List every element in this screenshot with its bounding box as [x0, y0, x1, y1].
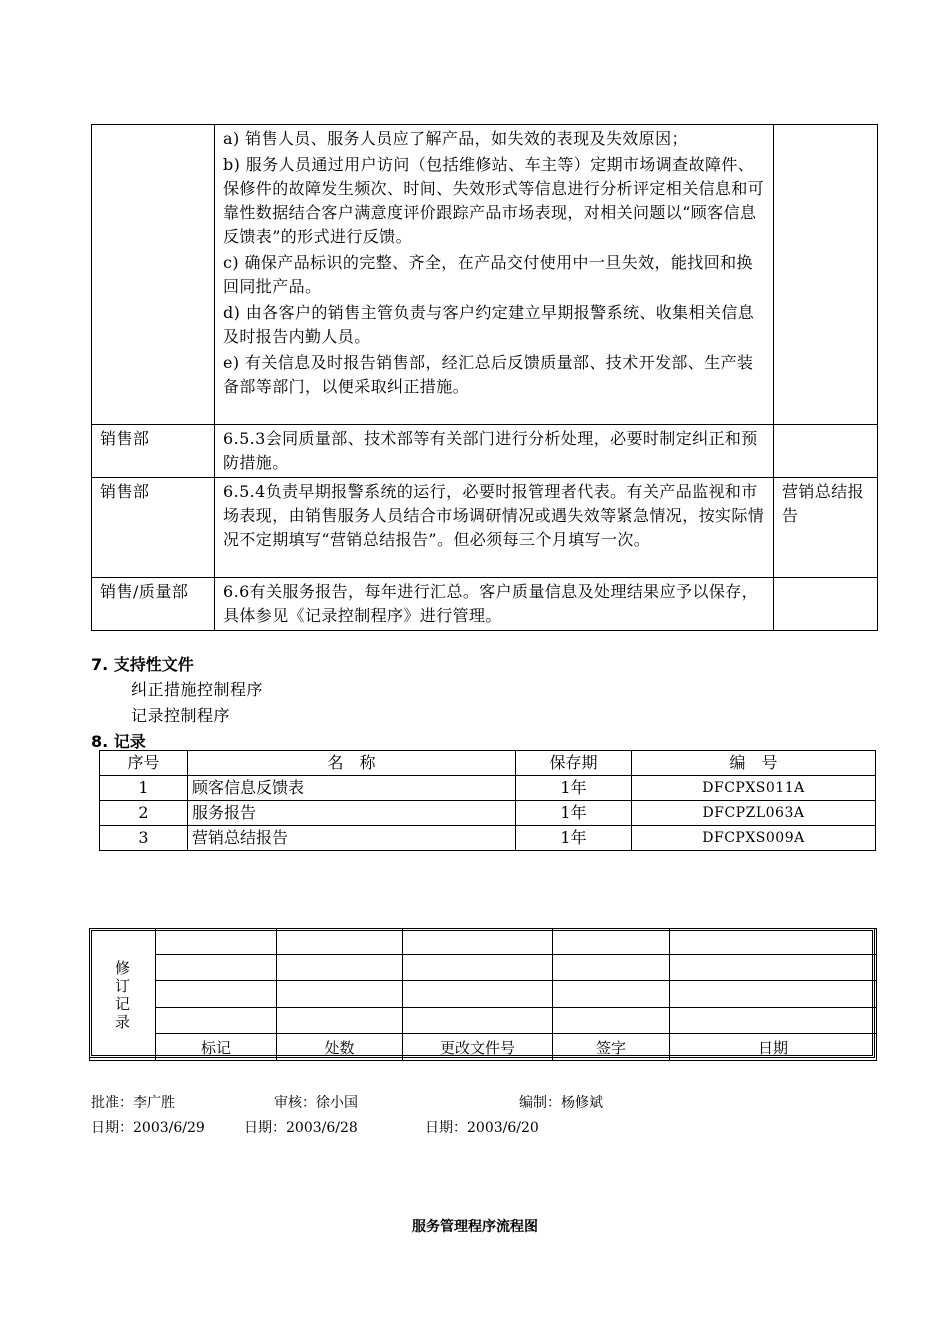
record-cell: 营销总结报告: [774, 478, 878, 578]
cell-index: 1: [100, 776, 188, 801]
record-cell: [774, 578, 878, 631]
revision-col-mark: 标记: [156, 1034, 277, 1061]
cell-code: DFCPXS011A: [632, 776, 876, 801]
dept-cell: [92, 125, 215, 425]
table-row: [100, 801, 876, 826]
review-date: 日期：2003/6/28: [244, 1120, 358, 1136]
content-cell: 6.6有关服务报告，每年进行汇总。客户质量信息及处理结果应予以保存，具体参见《记录控制程序》进行管理。: [215, 578, 774, 631]
records-table: [99, 750, 876, 851]
table-row: [92, 425, 878, 478]
content-cell: 6.5.3会同质量部、技术部等有关部门进行分析处理，必要时制定纠正和预防措施。: [215, 425, 774, 478]
cell-code: DFCPZL063A: [632, 801, 876, 826]
revision-col-date: 日期: [670, 1034, 877, 1061]
section8-heading: 8. 记录: [91, 732, 146, 751]
record-cell: [774, 125, 878, 425]
item-d: d) 由各客户的销售主管负责与客户约定建立早期报警系统、收集相关信息及时报告内勤人员。: [223, 303, 755, 346]
table-row: [92, 578, 878, 631]
revision-side-label: 修 订 记 录: [90, 929, 156, 1061]
cell-name: 顾客信息反馈表: [188, 776, 516, 801]
col-header-name: 名 称: [188, 751, 516, 776]
item-b: b) 服务人员通过用户访问（包括维修站、车主等）定期市场调查故障件、保修件的故障发生频次、时间、失效形式等信息进行分析评定相关信息和可靠性数据结合客户满意度评价跟踪产品市场表现，对相关问题以“顾客信息反馈表”的形式进行反馈。: [223, 155, 765, 246]
approve-label: 批准：李广胜: [91, 1095, 175, 1111]
table-row: [100, 826, 876, 851]
cell-name: 营销总结报告: [188, 826, 516, 851]
procedure-table: [91, 124, 878, 631]
col-header-code: 编 号: [632, 751, 876, 776]
flowchart-title: 服务管理程序流程图: [412, 1219, 538, 1235]
content-cell: 6.5.4负责早期报警系统的运行，必要时报管理者代表。有关产品监视和市场表现，由销售服务人员结合市场调研情况或遇失效等紧急情况，按实际情况不定期填写“营销总结报告”。但必须每三个月填写一次。: [215, 478, 774, 578]
support-doc-item: 纠正措施控制程序: [131, 680, 264, 699]
dept-cell: 销售部: [92, 425, 215, 478]
section7-heading: 7. 支持性文件: [91, 655, 194, 674]
revision-col-count: 处数: [277, 1034, 403, 1061]
revision-outer-border: [89, 928, 875, 1058]
dept-cell: 销售部: [92, 478, 215, 578]
item-e: e) 有关信息及时报告销售部，经汇总后反馈质量部、技术开发部、生产装备部等部门，以便采取纠正措施。: [223, 353, 754, 396]
table-row: [100, 776, 876, 801]
review-label: 审核：徐小国: [274, 1095, 358, 1111]
record-cell: [774, 425, 878, 478]
compile-label: 编制：杨修斌: [519, 1095, 603, 1111]
cell-retention: 1年: [516, 776, 632, 801]
col-header-index: 序号: [100, 751, 188, 776]
cell-retention: 1年: [516, 801, 632, 826]
cell-code: DFCPXS009A: [632, 826, 876, 851]
cell-name: 服务报告: [188, 801, 516, 826]
cell-retention: 1年: [516, 826, 632, 851]
table-row: [92, 478, 878, 578]
item-c: c) 确保产品标识的完整、齐全，在产品交付使用中一旦失效，能找回和换回同批产品。: [223, 253, 753, 296]
dept-cell: 销售/质量部: [92, 578, 215, 631]
content-cell: [215, 125, 774, 425]
compile-date: 日期：2003/6/20: [425, 1120, 539, 1136]
cell-index: 2: [100, 801, 188, 826]
approve-date: 日期：2003/6/29: [91, 1120, 205, 1136]
support-doc-item: 记录控制程序: [131, 706, 231, 725]
revision-col-signature: 签字: [553, 1034, 670, 1061]
cell-index: 3: [100, 826, 188, 851]
table-row: [92, 125, 878, 425]
item-a: a) 销售人员、服务人员应了解产品，如失效的表现及失效原因；: [223, 129, 688, 148]
table-header-row: [100, 751, 876, 776]
col-header-retention: 保存期: [516, 751, 632, 776]
revision-col-docno: 更改文件号: [403, 1034, 553, 1061]
